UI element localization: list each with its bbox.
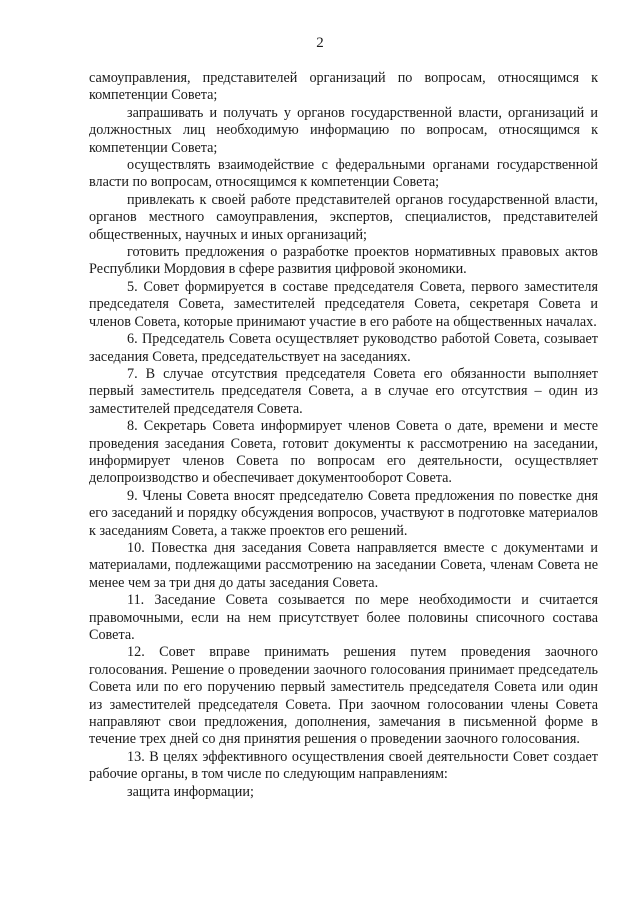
- paragraph-item-5: 5. Совет формируется в составе председателя Совета, первого заместителя председателя Совета, заместителей председателя Совета, секретаря Совета и членов Совета, которые принимают участие в его работе на общественных началах.: [89, 278, 598, 330]
- paragraph-item-13: 13. В целях эффективного осуществления своей деятельности Совет создает рабочие органы, в том числе по следующим направлениям:: [89, 748, 598, 783]
- paragraph-item-9: 9. Члены Совета вносят председателю Совета предложения по повестке дня его заседаний и порядку обсуждения вопросов, участвуют в подготовке материалов к заседаниям Совета, а также проектов его решений.: [89, 487, 598, 539]
- paragraph-interaction: осуществлять взаимодействие с федеральными органами государственной власти по вопросам, относящимся к компетенции Совета;: [89, 157, 598, 191]
- paragraph-continuation: самоуправления, представителей организаций по вопросам, относящимся к компетенции Совета;: [89, 70, 598, 104]
- paragraph-item-6: 6. Председатель Совета осуществляет руководство работой Совета, созывает заседания Совета, председательствует на заседаниях.: [89, 331, 598, 365]
- paragraph-item-8: 8. Секретарь Совета информирует членов Совета о дате, времени и месте проведения заседания Совета, готовит документы к рассмотрению на заседании, информирует членов Совета по вопросам его деятельности, осуществляет делопроизводство и обеспечивает документооборот Совета.: [89, 418, 598, 487]
- paragraph-item-7: 7. В случае отсутствия председателя Совета его обязанности выполняет первый заместитель председателя Совета, а в случае его отсутствия – один из заместителей председателя Совета.: [89, 365, 598, 417]
- page-number: 2: [316, 35, 324, 51]
- document-body: [89, 70, 598, 801]
- paragraph-involve-representatives: привлекать к своей работе представителей органов государственной власти, органов местного самоуправления, экспертов, специалистов, представителей общественных, научных и иных организаций;: [89, 191, 598, 243]
- paragraph-item-10: 10. Повестка дня заседания Совета направляется вместе с документами и материалами, подлежащими рассмотрению на заседании Совета, членам Совета не менее чем за три дня до даты заседания Совета.: [89, 539, 598, 591]
- paragraph-prepare-proposals: готовить предложения о разработке проектов нормативных правовых актов Республики Мордовия в сфере развития цифровой экономики.: [89, 244, 598, 278]
- paragraph-request-info: запрашивать и получать у органов государственной власти, организаций и должностных лиц необходимую информацию по вопросам, относящимся к компетенции Совета;: [89, 104, 598, 156]
- paragraph-item-12: 12. Совет вправе принимать решения путем проведения заочного голосования. Решение о проведении заочного голосования принимает председатель Совета или по его поручению первый заместитель председателя Совета или один из заместителей председателя Совета. При заочном голосовании члены Совета направляют свои предложения, дополнения, замечания в письменной форме в течение трех дней со дня принятия решения о проведении заочного голосования.: [89, 644, 598, 748]
- paragraph-info-protection: защита информации;: [127, 783, 254, 800]
- paragraph-item-11: 11. Заседание Совета созывается по мере необходимости и считается правомочными, если на нем присутствует более половины списочного состава Совета.: [89, 592, 598, 643]
